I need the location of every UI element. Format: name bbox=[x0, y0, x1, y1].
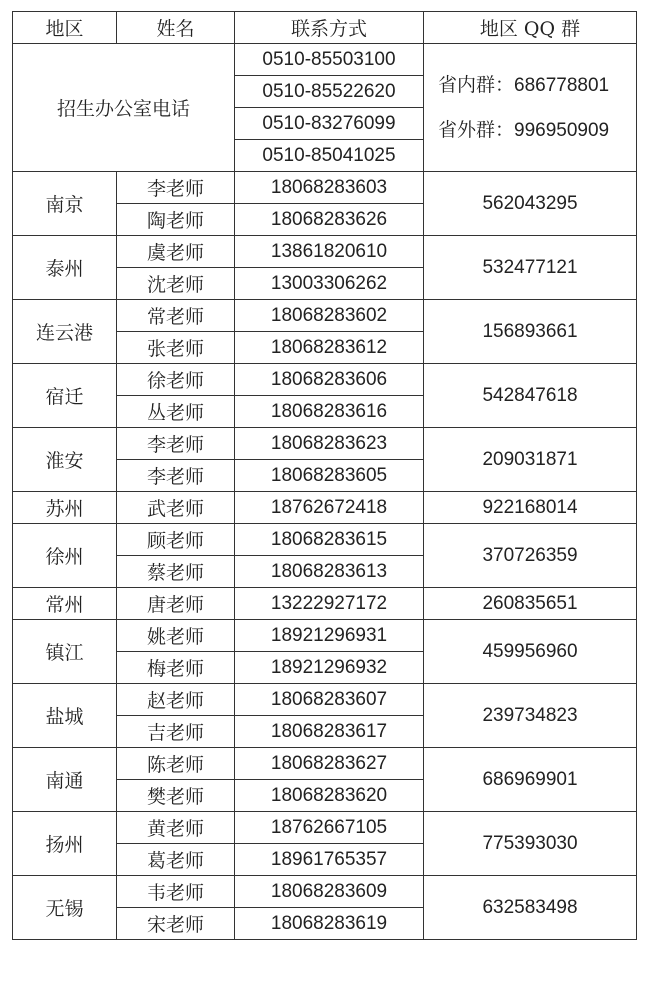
teacher-name-cell: 蔡老师 bbox=[117, 556, 235, 588]
qq-group-cell: 532477121 bbox=[424, 236, 637, 300]
phone-cell: 18068283626 bbox=[235, 204, 424, 236]
phone-cell: 18068283606 bbox=[235, 364, 424, 396]
table-row bbox=[13, 300, 637, 332]
phone-cell: 18068283617 bbox=[235, 716, 424, 748]
table-row bbox=[13, 236, 637, 268]
teacher-name-cell: 赵老师 bbox=[117, 684, 235, 716]
qq-group-number: 686778801 bbox=[514, 74, 610, 96]
header-region: 地区 bbox=[13, 12, 117, 44]
table-row bbox=[13, 748, 637, 780]
phone-cell: 18068283627 bbox=[235, 748, 424, 780]
teacher-name-cell: 陈老师 bbox=[117, 748, 235, 780]
teacher-name-cell: 黄老师 bbox=[117, 812, 235, 844]
region-cell: 南京 bbox=[13, 172, 117, 236]
contact-table bbox=[12, 11, 637, 940]
qq-group-cell: 686969901 bbox=[424, 748, 637, 812]
table-row bbox=[13, 812, 637, 844]
teacher-name-cell: 葛老师 bbox=[117, 844, 235, 876]
teacher-name-cell: 常老师 bbox=[117, 300, 235, 332]
table-row bbox=[13, 428, 637, 460]
qq-group-cell: 370726359 bbox=[424, 524, 637, 588]
phone-cell: 18762667105 bbox=[235, 812, 424, 844]
phone-cell: 18068283619 bbox=[235, 908, 424, 940]
region-cell: 无锡 bbox=[13, 876, 117, 940]
phone-cell: 18068283613 bbox=[235, 556, 424, 588]
office-phone: 0510-85503100 bbox=[235, 44, 424, 76]
qq-group-cell: 239734823 bbox=[424, 684, 637, 748]
teacher-name-cell: 张老师 bbox=[117, 332, 235, 364]
teacher-name-cell: 徐老师 bbox=[117, 364, 235, 396]
teacher-name-cell: 姚老师 bbox=[117, 620, 235, 652]
teacher-name-cell: 梅老师 bbox=[117, 652, 235, 684]
phone-cell: 13222927172 bbox=[235, 588, 424, 620]
region-cell: 镇江 bbox=[13, 620, 117, 684]
phone-cell: 13861820610 bbox=[235, 236, 424, 268]
office-phone: 0510-85522620 bbox=[235, 76, 424, 108]
header-row bbox=[13, 12, 637, 44]
table-row bbox=[13, 620, 637, 652]
phone-cell: 18068283616 bbox=[235, 396, 424, 428]
teacher-name-cell: 樊老师 bbox=[117, 780, 235, 812]
table-row bbox=[13, 172, 637, 204]
teacher-name-cell: 宋老师 bbox=[117, 908, 235, 940]
teacher-name-cell: 陶老师 bbox=[117, 204, 235, 236]
table-row bbox=[13, 524, 637, 556]
teacher-name-cell: 唐老师 bbox=[117, 588, 235, 620]
region-cell: 南通 bbox=[13, 748, 117, 812]
phone-cell: 18068283620 bbox=[235, 780, 424, 812]
phone-cell: 18921296932 bbox=[235, 652, 424, 684]
region-cell: 泰州 bbox=[13, 236, 117, 300]
qq-group-cell: 260835651 bbox=[424, 588, 637, 620]
phone-cell: 18762672418 bbox=[235, 492, 424, 524]
table-row bbox=[13, 588, 637, 620]
region-cell: 宿迁 bbox=[13, 364, 117, 428]
qq-group-outer bbox=[424, 108, 636, 153]
table-row bbox=[13, 364, 637, 396]
phone-cell: 18068283615 bbox=[235, 524, 424, 556]
header-qq-group: 地区 QQ 群 bbox=[424, 12, 637, 44]
phone-cell: 18068283605 bbox=[235, 460, 424, 492]
office-row bbox=[13, 44, 637, 76]
office-phone: 0510-83276099 bbox=[235, 108, 424, 140]
qq-group-inner bbox=[424, 63, 636, 108]
qq-group-cell: 542847618 bbox=[424, 364, 637, 428]
table-body bbox=[13, 44, 637, 940]
header-contact: 联系方式 bbox=[235, 12, 424, 44]
qq-group-cell: 632583498 bbox=[424, 876, 637, 940]
phone-cell: 18961765357 bbox=[235, 844, 424, 876]
office-qq-groups bbox=[424, 44, 637, 172]
phone-cell: 18068283623 bbox=[235, 428, 424, 460]
teacher-name-cell: 武老师 bbox=[117, 492, 235, 524]
phone-cell: 18068283607 bbox=[235, 684, 424, 716]
table-row bbox=[13, 684, 637, 716]
teacher-name-cell: 虞老师 bbox=[117, 236, 235, 268]
phone-cell: 13003306262 bbox=[235, 268, 424, 300]
teacher-name-cell: 李老师 bbox=[117, 460, 235, 492]
qq-group-label: 省外群： bbox=[438, 118, 515, 141]
qq-group-cell: 459956960 bbox=[424, 620, 637, 684]
region-cell: 扬州 bbox=[13, 812, 117, 876]
teacher-name-cell: 吉老师 bbox=[117, 716, 235, 748]
qq-group-label: 省内群： bbox=[438, 73, 515, 96]
header-name: 姓名 bbox=[117, 12, 235, 44]
region-cell: 徐州 bbox=[13, 524, 117, 588]
region-cell: 盐城 bbox=[13, 684, 117, 748]
teacher-name-cell: 李老师 bbox=[117, 428, 235, 460]
qq-group-cell: 775393030 bbox=[424, 812, 637, 876]
teacher-name-cell: 顾老师 bbox=[117, 524, 235, 556]
phone-cell: 18068283602 bbox=[235, 300, 424, 332]
table-row bbox=[13, 876, 637, 908]
qq-group-cell: 209031871 bbox=[424, 428, 637, 492]
qq-group-cell: 156893661 bbox=[424, 300, 637, 364]
qq-group-number: 996950909 bbox=[514, 119, 610, 141]
teacher-name-cell: 李老师 bbox=[117, 172, 235, 204]
table-row bbox=[13, 492, 637, 524]
teacher-name-cell: 丛老师 bbox=[117, 396, 235, 428]
region-cell: 连云港 bbox=[13, 300, 117, 364]
phone-cell: 18921296931 bbox=[235, 620, 424, 652]
qq-group-cell: 562043295 bbox=[424, 172, 637, 236]
region-cell: 常州 bbox=[13, 588, 117, 620]
phone-cell: 18068283609 bbox=[235, 876, 424, 908]
phone-cell: 18068283612 bbox=[235, 332, 424, 364]
qq-group-cell: 922168014 bbox=[424, 492, 637, 524]
region-cell: 淮安 bbox=[13, 428, 117, 492]
office-label: 招生办公室电话 bbox=[13, 44, 235, 172]
region-cell: 苏州 bbox=[13, 492, 117, 524]
office-phone: 0510-85041025 bbox=[235, 140, 424, 172]
teacher-name-cell: 韦老师 bbox=[117, 876, 235, 908]
teacher-name-cell: 沈老师 bbox=[117, 268, 235, 300]
phone-cell: 18068283603 bbox=[235, 172, 424, 204]
